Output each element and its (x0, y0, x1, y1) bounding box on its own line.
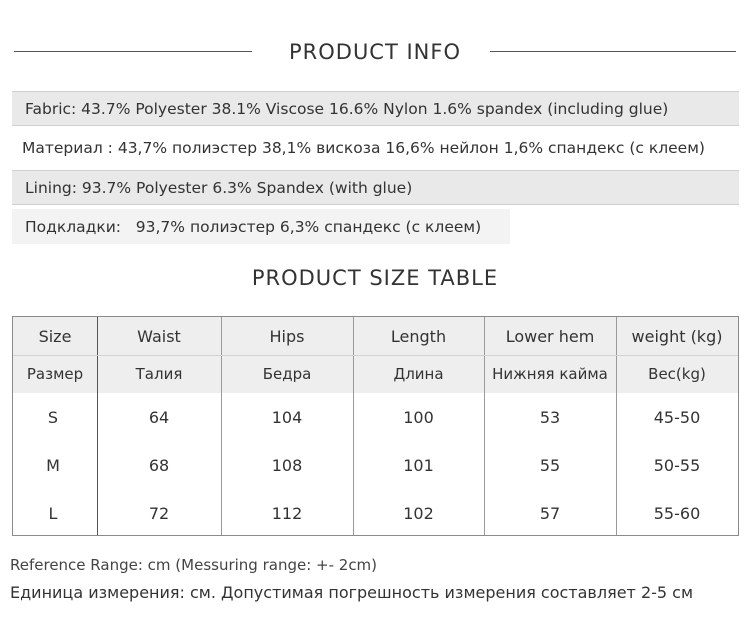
divider-length (484, 317, 485, 535)
cell-hips-s: 104 (271, 407, 303, 427)
header-weight-ru: Вес(kg) (648, 365, 706, 383)
material-row (12, 130, 712, 165)
divider-lower-hem (616, 317, 617, 535)
column-waist (97, 317, 221, 535)
header-waist: Waist (137, 326, 181, 346)
header-size: Size (38, 326, 72, 346)
cell-length-m: 101 (403, 455, 434, 475)
header-rule-left (14, 51, 252, 52)
header-waist-ru: Талия (135, 365, 183, 383)
product-info-title: PRODUCT INFO (288, 40, 461, 64)
header-hips-ru: Бедра (262, 365, 312, 383)
cell-weight-s: 45-50 (653, 407, 701, 427)
column-weight (616, 317, 738, 535)
cell-waist-m: 68 (148, 455, 170, 475)
cell-hips-l: 112 (271, 503, 303, 523)
cell-waist-s: 64 (148, 407, 170, 427)
column-length (353, 317, 484, 535)
size-table-header (0, 262, 750, 294)
cell-length-l: 102 (403, 503, 434, 523)
material-text: Материал : 43,7% полиэстер 38,1% вискоза 16,6% нейлон 1,6% спандекс (с клеем) (22, 138, 705, 157)
divider-size (97, 317, 98, 535)
header-weight: weight (kg) (631, 326, 723, 346)
header-length-ru: Длина (393, 365, 444, 383)
lining-row (12, 170, 739, 205)
header-length: Length (390, 326, 447, 346)
size-table (12, 316, 739, 536)
header-hips: Hips (269, 326, 305, 346)
cell-waist-l: 72 (148, 503, 170, 523)
column-lower-hem (484, 317, 616, 535)
lining-ru-text: Подкладки: 93,7% полиэстер 6,3% спандекс (с клеем) (25, 217, 482, 236)
reference-range-note-ru: Единица измерения: см. Допустимая погрешность измерения составляет 2-5 см (10, 583, 694, 602)
cell-hips-m: 108 (271, 455, 303, 475)
size-table-title: PRODUCT SIZE TABLE (251, 266, 499, 290)
column-size (13, 317, 97, 535)
divider-hips (353, 317, 354, 535)
reference-range-note: Reference Range: cm (Messuring range: +- 2cm) (10, 556, 378, 574)
cell-lower-hem-s: 53 (539, 407, 561, 427)
cell-weight-m: 50-55 (653, 455, 701, 475)
header-lower-hem: Lower hem (505, 326, 595, 346)
header-row-divider (13, 355, 738, 356)
lining-text: Lining: 93.7% Polyester 6.3% Spandex (with glue) (25, 178, 413, 197)
cell-size-l: L (48, 503, 58, 523)
header-rule-right (490, 51, 736, 52)
product-info-header (0, 36, 750, 68)
cell-size-s: S (47, 407, 59, 427)
cell-size-m: M (46, 455, 60, 475)
cell-weight-l: 55-60 (653, 503, 701, 523)
cell-lower-hem-m: 55 (539, 455, 561, 475)
fabric-row (12, 91, 739, 126)
fabric-text: Fabric: 43.7% Polyester 38.1% Viscose 16.6% Nylon 1.6% spandex (including glue) (25, 99, 669, 118)
cell-length-s: 100 (403, 407, 434, 427)
header-size-ru: Размер (26, 365, 84, 383)
header-lower-hem-ru: Нижняя кайма (492, 365, 608, 383)
lining-ru-row (12, 209, 510, 244)
divider-waist (221, 317, 222, 535)
cell-lower-hem-l: 57 (539, 503, 561, 523)
column-hips (221, 317, 353, 535)
